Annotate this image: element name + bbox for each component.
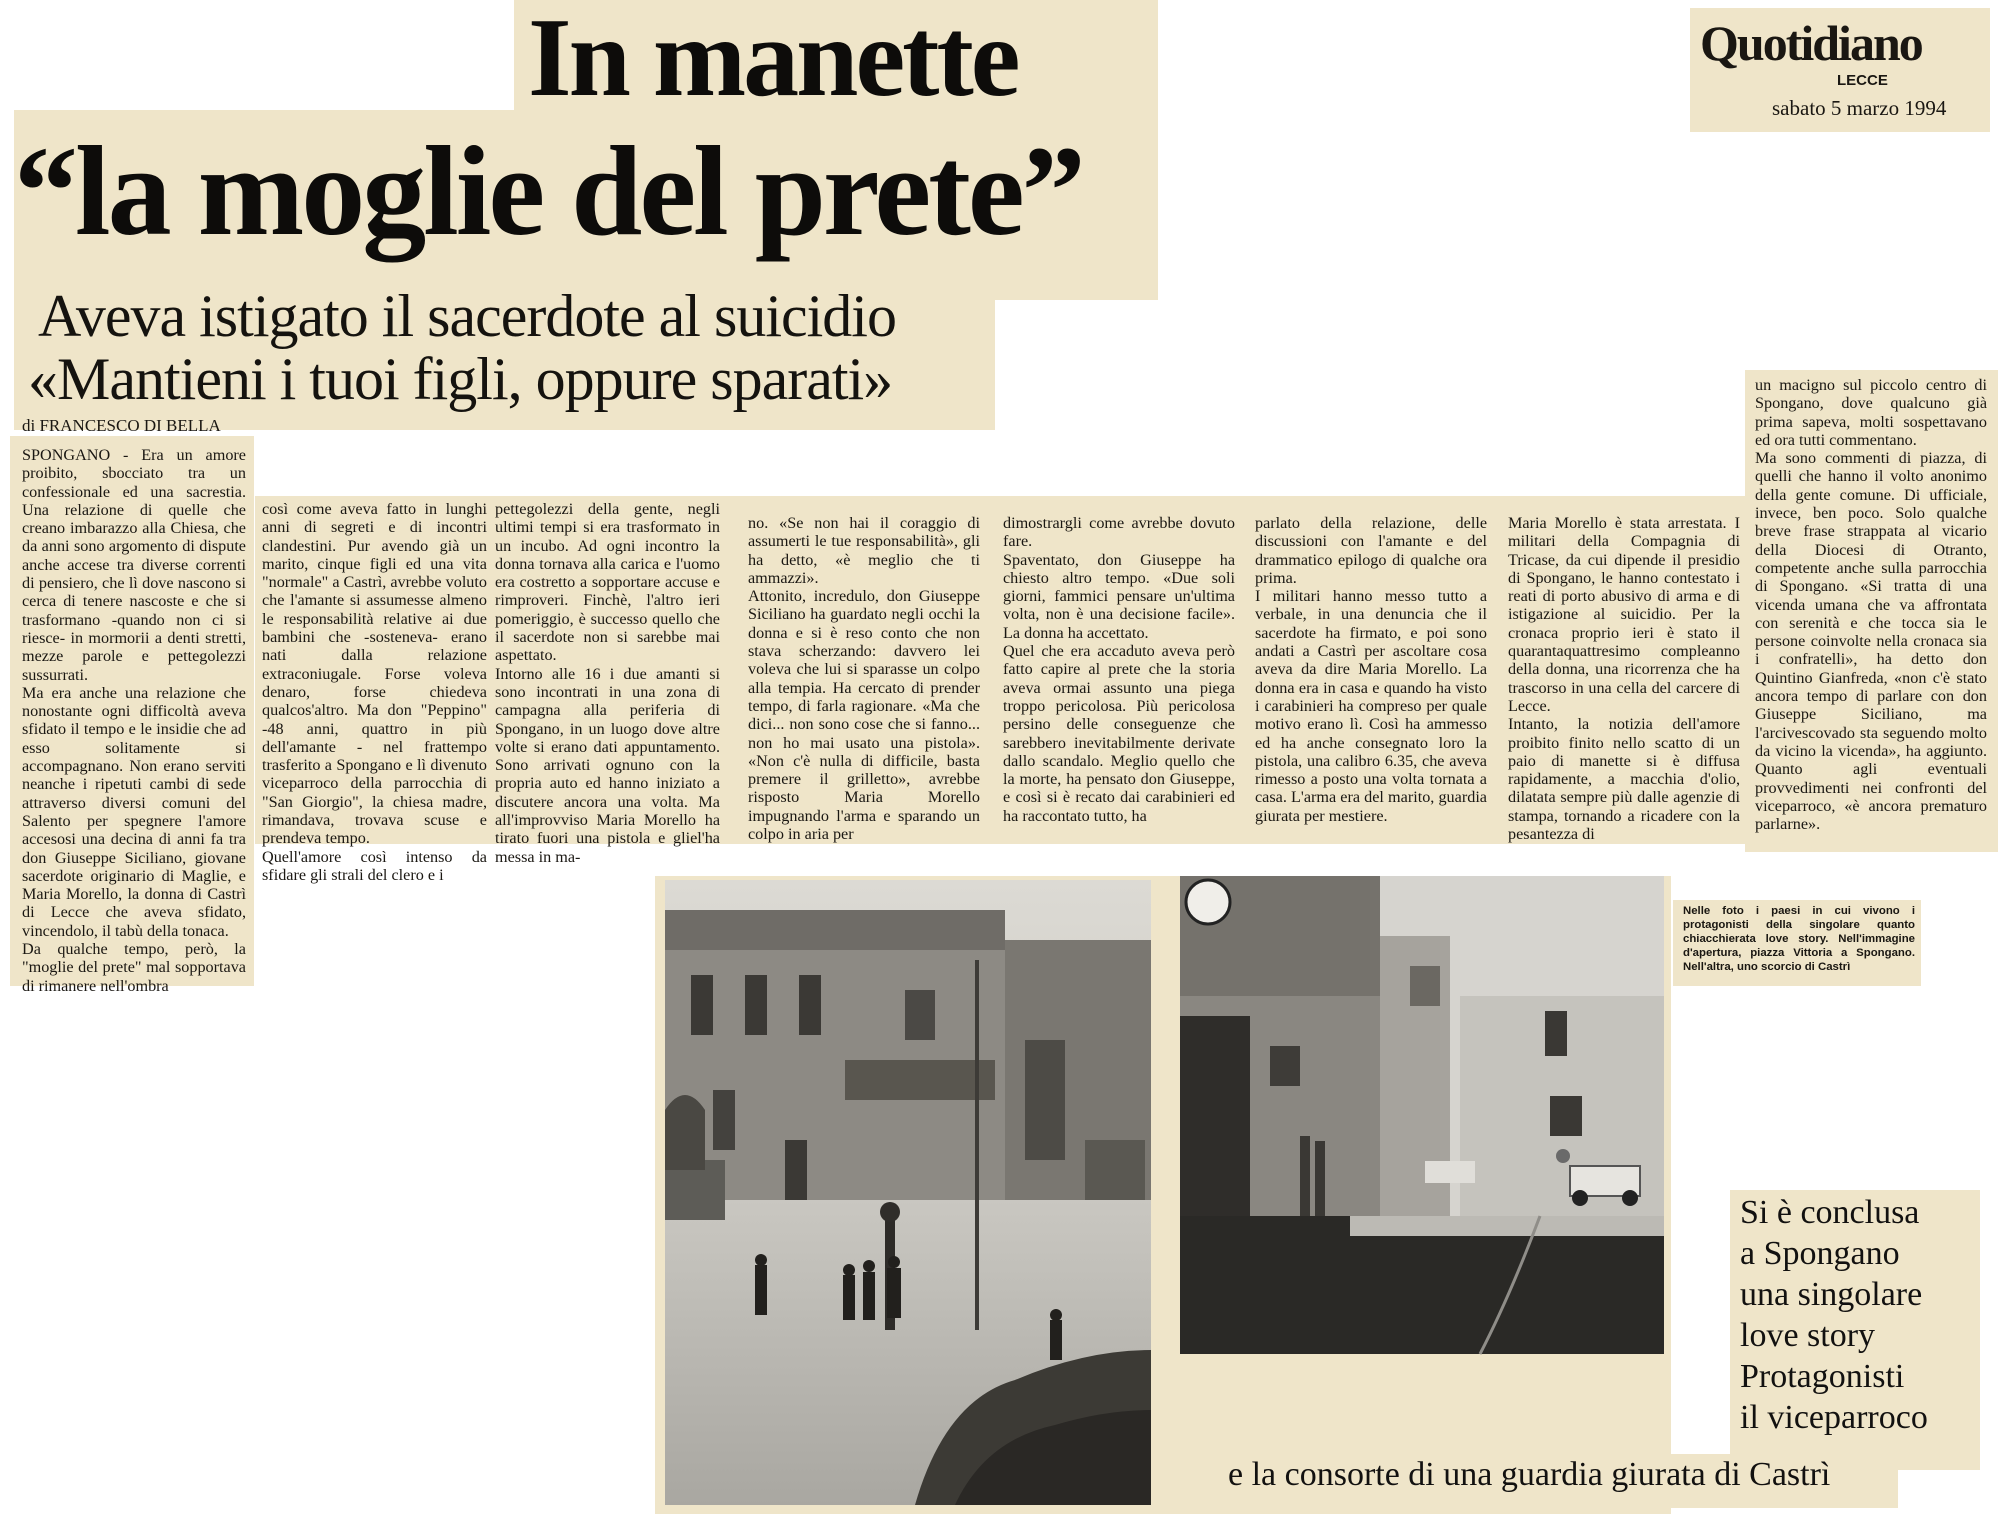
headline-clipping-right-mask	[995, 300, 1158, 430]
article-column-8: un macigno sul piccolo centro di Spongano, dove qualcuno già prima sapeva, molti sospettavano ed ora tutti commentano. Ma sono commenti di piazza, di quelli che hanno il volto anonimo della gente comune. Di ufficiale, invece, ben poco. Solo qualche breve frase strappata al vicario della Diocesi di Otranto, competente anche sulla parrocchia di Spongano. «Si tratta di una vicenda umana che va affrontata con serenità e che tocca sia le persone coinvolte nella cronaca sia i confratelli», ha detto don Quintino Gianfreda, «non c'è stato ancora tempo di parlare con don Giuseppe Siciliano, ma l'arcivescovado sta seguendo molto da vicino la vicenda», ha aggiunto. Quanto agli eventuali provvedimenti nei confronti del viceparroco, «è ancora prematuro parlarne».	[1755, 376, 1987, 834]
photo-castri-street	[1180, 876, 1664, 1354]
summary-line-6: il viceparroco	[1740, 1399, 1928, 1436]
article-column-5: dimostrargli come avrebbe dovuto fare. Spaventato, don Giuseppe ha chiesto altro tempo. «Due soli giorni, fammici pensare un'ultima volta, non è una decisione facile». La donna ha accettato. Quel che era accaduto aveva però fatto capire al prete che la storia aveva ormai assunto una piega troppo pericolosa. Più pericolosa persino delle conseguenze che sarebbero inevitabilmente derivate dallo scandalo. Meglio quello che la morte, ha pensato don Giuseppe, e così si è recato dai carabinieri ed ha raccontato tutto, ha	[1003, 514, 1235, 825]
summary-line-4: love story	[1740, 1317, 1876, 1354]
main-title: “la moglie del prete”	[14, 120, 1083, 262]
summary-line-2: a Spongano	[1740, 1235, 1900, 1272]
headline-clipping-top-mask	[14, 0, 514, 110]
summary-line-1: Si è conclusa	[1740, 1194, 1920, 1231]
subtitle-line-2: «Mantieni i tuoi figli, oppure sparati»	[28, 346, 893, 412]
masthead-date: sabato 5 marzo 1994	[1772, 96, 1947, 120]
photo-spongano-graphic	[665, 880, 1151, 1505]
article-column-2: così come aveva fatto in lunghi anni di segreti e di incontri clandestini. Pur avendo già un marito, cinque figli ed una vita "normale" a Castrì, avrebbe voluto che l'amante si assumesse almeno le responsabilità relative ai due bambini che -sosteneva- erano nati dalla relazione extraconiugale. Forse voleva denaro, forse chiedeva qualcos'altro. Ma don "Peppino" -48 anni, quattro in più dell'amante - nel frattempo trasferito a Spongano e lì divenuto viceparroco della parrocchia di "San Giorgio", la chiesa madre, rimandava, trovava scuse e prendeva tempo. Quell'amore così intenso da sfidare gli strali del clero e i	[262, 500, 487, 884]
summary-last-line: e la consorte di una guardia giurata di Castrì	[1228, 1456, 1831, 1493]
subtitle-line-1: Aveva istigato il sacerdote al suicidio	[38, 283, 896, 349]
byline: di FRANCESCO DI BELLA	[22, 416, 221, 435]
kicker-headline: In manette	[528, 0, 1018, 120]
article-column-4: no. «Se non hai il coraggio di assumerti le tue responsabilità», gli ha detto, «è meglio che ti ammazzi». Attonito, incredulo, don Giuseppe Siciliano ha guardato negli occhi la donna e si è reso conto che non stava scherzando: davvero lei voleva che lui si sparasse un colpo alla tempia. Ha cercato di prender tempo, di farla ragionare. «Ma che dici... non sono cose che si fanno... non ho mai usato una pistola». «Non c'è nulla di difficile, basta premere il grilletto», avrebbe risposto Maria Morello impugnando l'arma e sparando un colpo in aria per	[748, 514, 980, 844]
masthead-edition: LECCE	[1837, 72, 1888, 89]
article-column-3: pettegolezzi della gente, negli ultimi tempi si era trasformato in un incubo. Ad ogni incontro la donna tornava alla carica e l'uomo era costretto a sopportare accuse e rimproveri. Finchè, l'altro ieri pomeriggio, è successo quello che il sacerdote non si sarebbe mai aspettato. Intorno alle 16 i due amanti si sono incontrati in una zona di campagna alla periferia di Spongano, in un luogo dove altre volte si erano dati appuntamento. Sono arrivati ognuno con la propria auto ed hanno iniziato a discutere ancora una volta. Ma all'improvviso Maria Morello ha tirato fuori una pistola e gliel'ha messa in ma-	[495, 500, 720, 866]
article-column-1: SPONGANO - Era un amore proibito, sbocciato tra un confessionale ed una sacrestia. Una relazione di quelle che creano imbarazzo alla Chiesa, che da anni sono argomento di dispute anche accese tra diverse correnti di pensiero, che lì dove nascono si cerca di tenere nascoste e che si trasformano -quando non ci si riesce- in mormorii a denti stretti, mezze parole e pettegolezzi sussurrati. Ma era anche una relazione che nonostante ogni difficoltà aveva sfidato il tempo e le insidie che ad esso solitamente si accompagnano. Non erano serviti neanche i ripetuti cambi di sede attraverso diversi comuni del Salento per spegnere l'amore accesosi una decina di anni fa tra don Giuseppe Siciliano, giovane sacerdote originario di Maglie, e Maria Morello, la donna di Castrì di Lecce che aveva sfidato, vincendolo, il tabù della tonaca. Da qualche tempo, però, la "moglie del prete" mal sopportava di rimanere nell'ombra	[22, 446, 246, 995]
photo-castri-graphic	[1180, 876, 1664, 1354]
article-column-6: parlato della relazione, delle discussioni con l'amante e del drammatico epilogo di qualche ora prima. I militari hanno messo tutto a verbale, in una denuncia che il sacerdote ha firmato, e poi sono andati a Castrì per ascoltare cosa aveva da dire Maria Morello. La donna era in casa e quando ha visto i carabinieri ha compreso per quale motivo erano lì. Così ha ammesso ed ha anche consegnato loro la pistola, una calibro 6.35, che aveva rimesso a posto una volta tornata a casa. L'arma era del marito, guardia giurata per mestiere.	[1255, 514, 1487, 825]
masthead-name: Quotidiano	[1700, 15, 1922, 71]
photo-caption: Nelle foto i paesi in cui vivono i protagonisti della singolare quanto chiacchierata love story. Nell'immagine d'apertura, piazza Vittoria a Spongano. Nell'altra, uno scorcio di Castrì	[1683, 905, 1915, 973]
summary-line-5: Protagonisti	[1740, 1358, 1905, 1395]
summary-block	[1740, 1192, 1928, 1438]
article-column-7: Maria Morello è stata arrestata. I militari della Compagnia di Tricase, da cui dipende il presidio di Spongano, le hanno contestato i reati di porto abusivo di arma e di istigazione al suicidio. Per la cronaca proprio ieri è stato il quarantaquattresimo compleanno della donna, una ricorrenza che ha trascorso in una cella del carcere di Lecce. Intanto, la notizia dell'amore proibito finito nello scatto di un paio di manette si è diffusa rapidamente, a macchia d'olio, dilatata sempre più dalle agenzie di stampa, tornando a ricadere con la pesantezza di	[1508, 514, 1740, 844]
photo-spongano-piazza	[665, 880, 1151, 1505]
summary-line-3: una singolare	[1740, 1276, 1923, 1313]
